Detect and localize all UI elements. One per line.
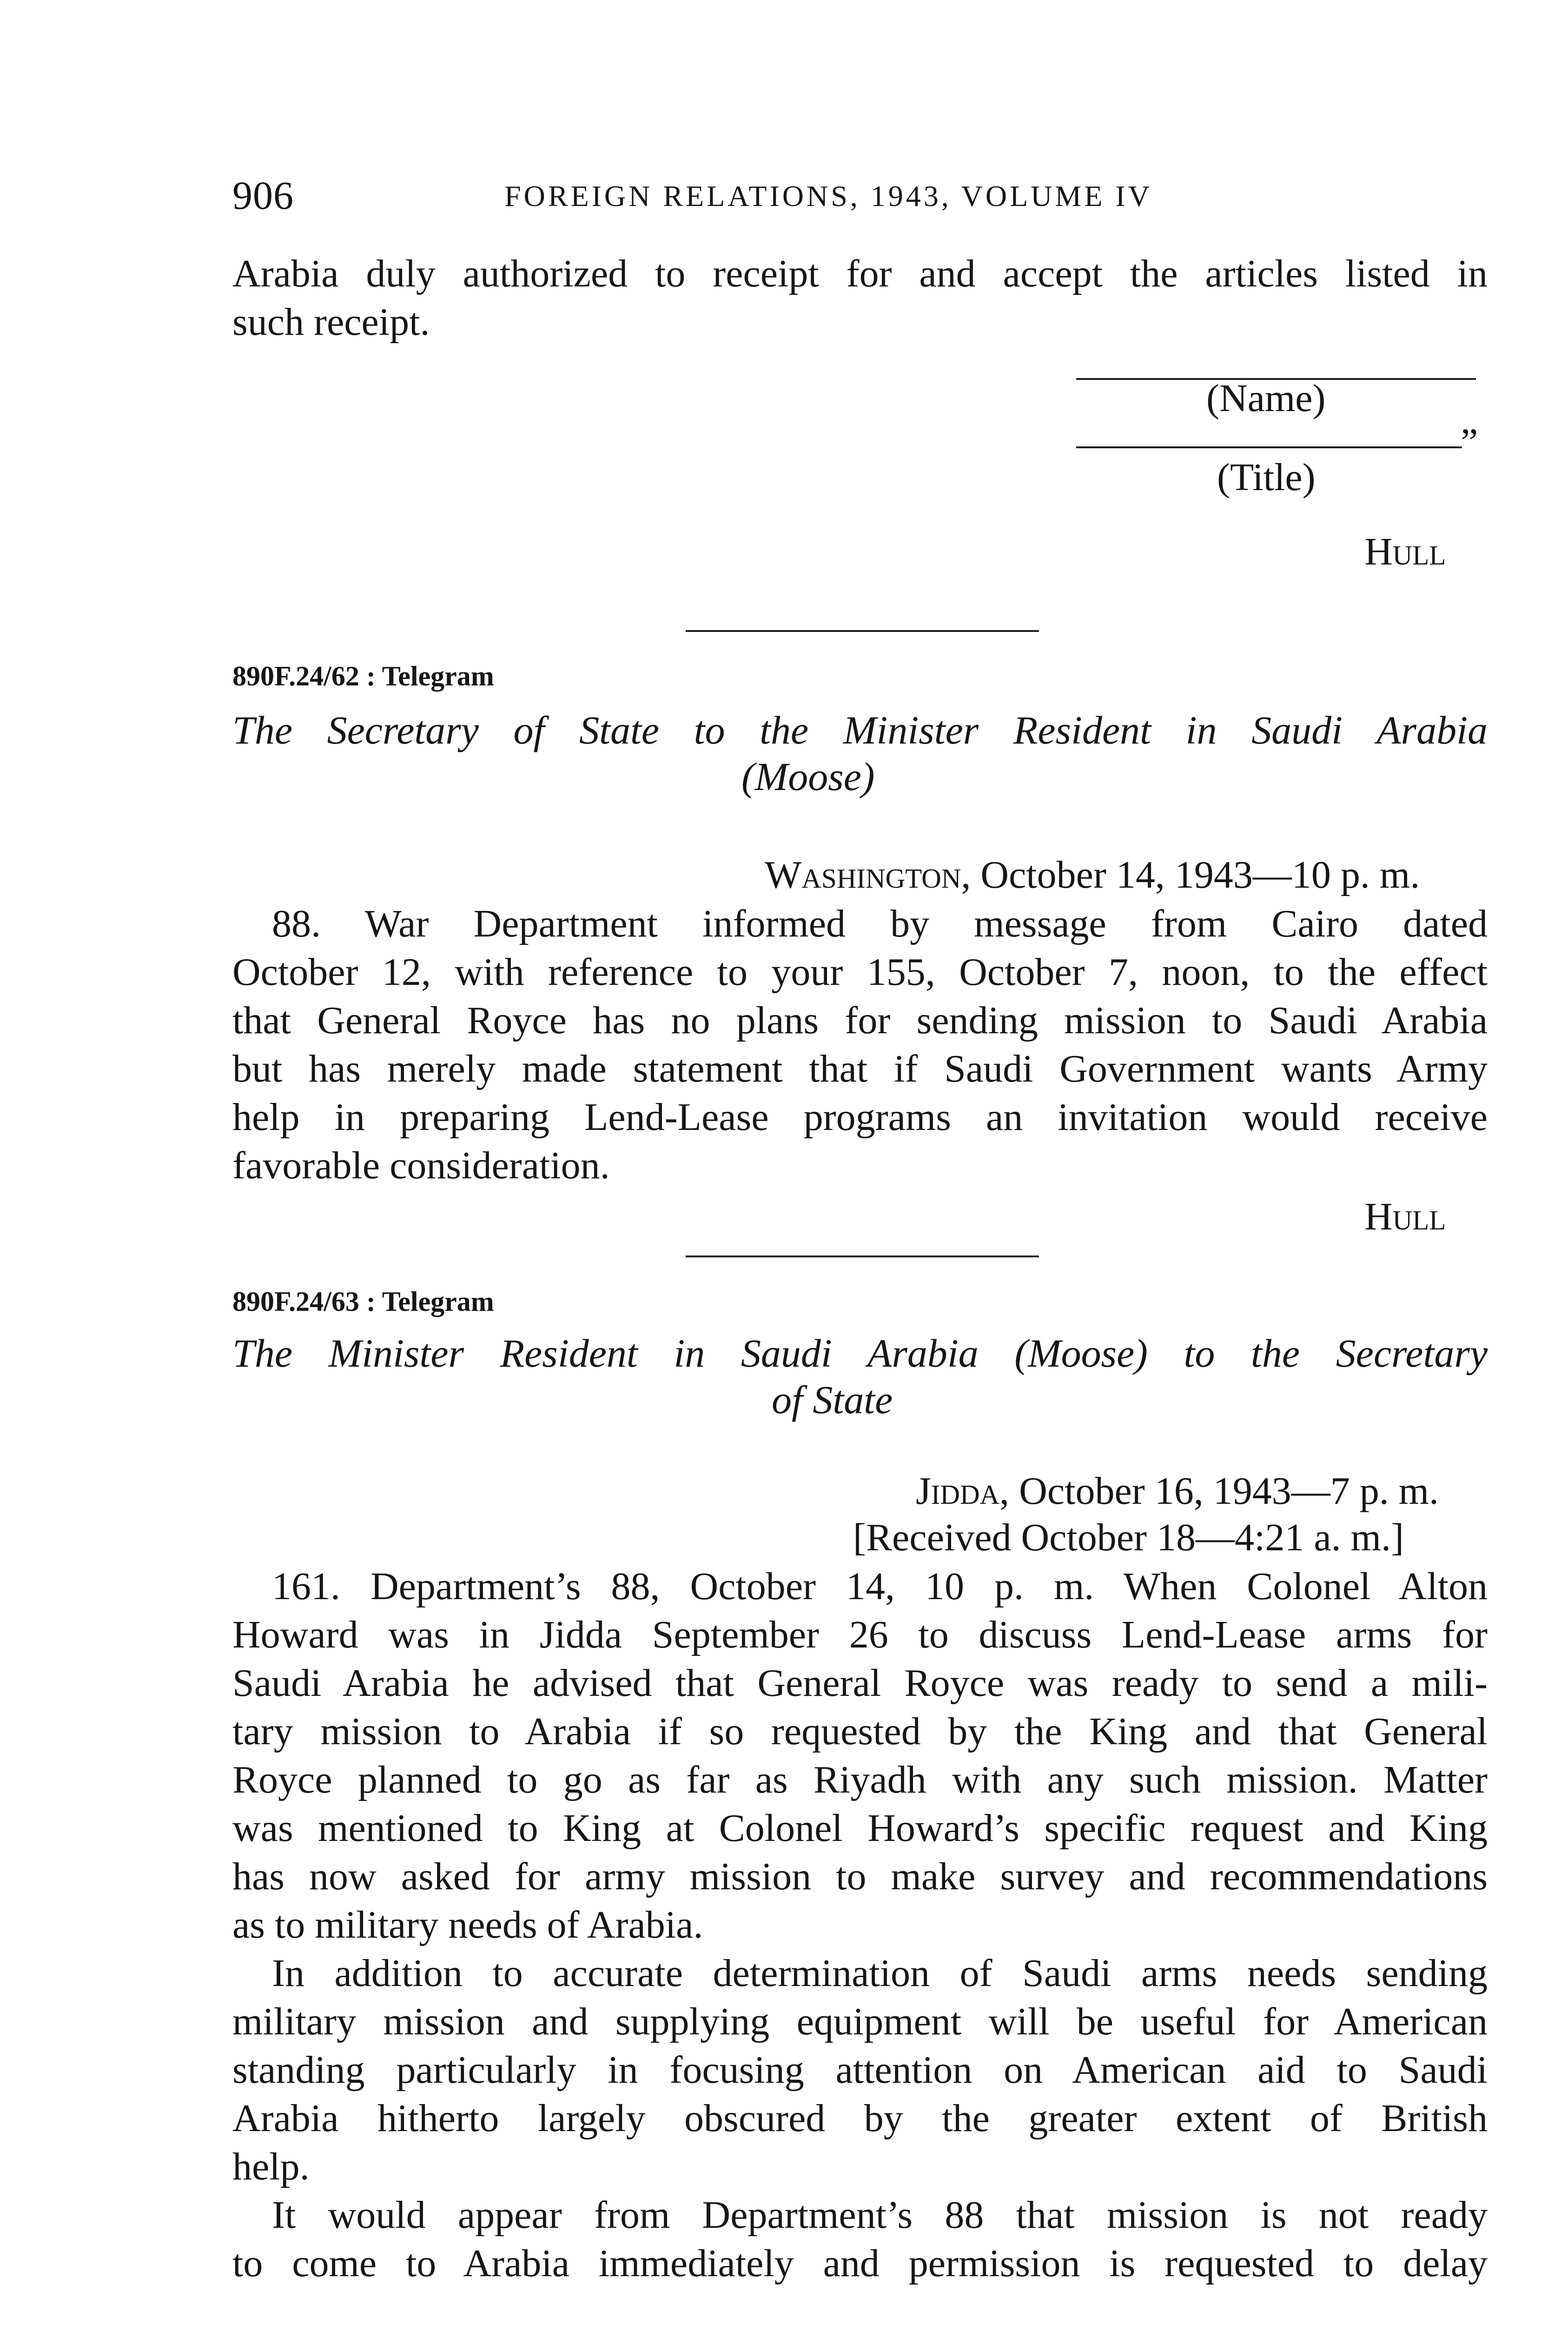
received-line: [Received October 18—4:21 a. m.] <box>853 1516 1404 1559</box>
title-signature-line <box>1076 446 1462 448</box>
message-line: Saudi Arabia he advised that General Royce was ready to send a mili- <box>232 1661 1488 1705</box>
dateline-place: Jidda, <box>916 1469 1010 1513</box>
message-line: to come to Arabia immediately and permission is requested to delay <box>232 2242 1488 2285</box>
title-label: (Title) <box>1217 456 1316 499</box>
dateline <box>765 851 1420 899</box>
message-line: Howard was in Jidda September 26 to discuss Lend-Lease arms for <box>232 1613 1488 1656</box>
document-title: The Secretary of State to the Minister Resident in Saudi Arabia <box>232 708 1488 752</box>
document-title: The Minister Resident in Saudi Arabia (Moose) to the Secretary <box>232 1331 1488 1375</box>
dateline-place: Washington, <box>765 853 971 897</box>
message-line: Royce planned to go as far as Riyadh with any such mission. Matter <box>232 1758 1488 1801</box>
file-reference: 890F.24/63 : Telegram <box>232 1286 494 1317</box>
continuation-line-1: Arabia duly authorized to receipt for and accept the articles listed in <box>232 252 1488 295</box>
signer-hull: Hull <box>1364 1195 1446 1238</box>
closing-quote: ” <box>1461 421 1478 464</box>
dateline <box>916 1467 1439 1515</box>
message-line: as to military needs of Arabia. <box>232 1903 703 1946</box>
section-divider <box>686 630 1039 632</box>
message-line: In addition to accurate determination of Saudi arms needs sending <box>272 1952 1488 1995</box>
document-title-continued: of State <box>772 1377 893 1422</box>
message-line: favorable consideration. <box>232 1144 610 1187</box>
document-title-continued: (Moose) <box>741 754 875 799</box>
message-line: was mentioned to King at Colonel Howard’s specific request and King <box>232 1807 1488 1850</box>
page-number: 906 <box>232 173 294 218</box>
message-line: military mission and supplying equipment will be useful for American <box>232 2000 1488 2043</box>
dateline-date: October 14, 1943—10 p. m. <box>980 853 1420 897</box>
name-label: (Name) <box>1206 377 1326 420</box>
message-line: Arabia hitherto largely obscured by the greater extent of British <box>232 2097 1488 2140</box>
message-line: but has merely made statement that if Saudi Government wants Army <box>232 1047 1488 1090</box>
message-line: It would appear from Department’s 88 that mission is not ready <box>272 2193 1488 2237</box>
message-line: help in preparing Lend-Lease programs an invitation would receive <box>232 1096 1488 1139</box>
message-line: 161. Department’s 88, October 14, 10 p. m. When Colonel Alton <box>272 1565 1488 1608</box>
message-line: standing particularly in focusing attention on American aid to Saudi <box>232 2048 1488 2092</box>
message-line: tary mission to Arabia if so requested by the King and that General <box>232 1710 1488 1753</box>
message-line: has now asked for army mission to make survey and recommendations <box>232 1855 1488 1898</box>
section-divider <box>686 1256 1039 1257</box>
message-line: that General Royce has no plans for sending mission to Saudi Arabia <box>232 999 1488 1042</box>
message-line: October 12, with reference to your 155, October 7, noon, to the effect <box>232 950 1488 994</box>
continuation-line-2: such receipt. <box>232 300 430 344</box>
running-title: FOREIGN RELATIONS, 1943, VOLUME IV <box>504 179 1152 213</box>
message-line: 88. War Department informed by message from Cairo dated <box>272 902 1488 945</box>
dateline-date: October 16, 1943—7 p. m. <box>1019 1469 1439 1513</box>
signer-hull: Hull <box>1364 530 1446 573</box>
message-line: help. <box>232 2145 310 2188</box>
file-reference: 890F.24/62 : Telegram <box>232 661 494 691</box>
